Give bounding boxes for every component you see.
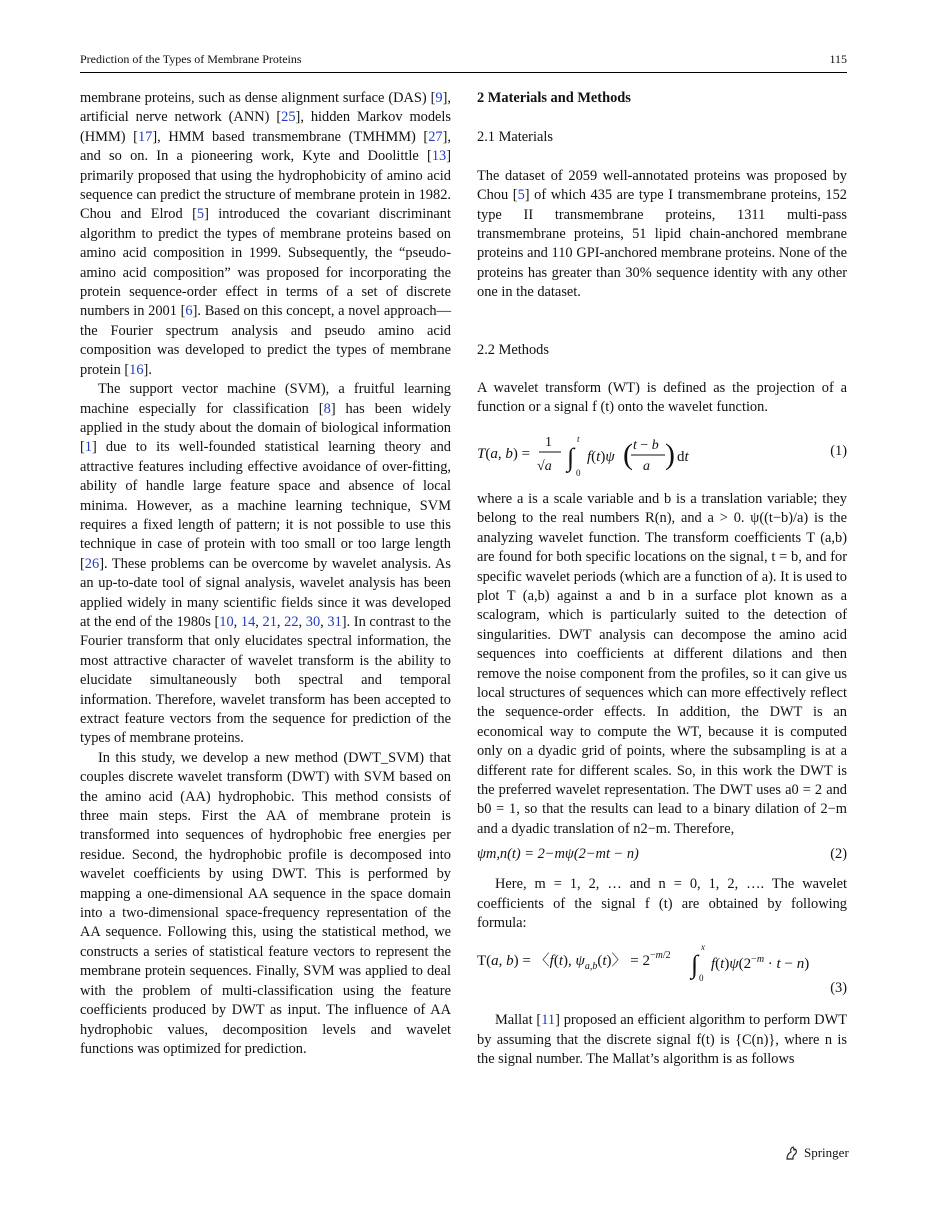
- svg-text:T(a, b) = 〈f(t), ψa,b(t)〉 = 2−: T(a, b) = 〈f(t), $\psi_{a,b}(t)$〉 = $2^{-m/2}$: [477, 950, 671, 973]
- paragraph-wavelet-explanation: where a is a scale variable and b is a translation variable; they belong to the real numbers R(n), and a > 0. ψ((t−b)/a) is the analyzing wavelet function. The transform coefficients T (a,b) are found for both specific locations on the signal, t = b, and for specific wavelet periods (which are a function of a). It is used to plot T (a,b) against a and b in a surface plot known as a scalogram, which is particularly suited to the detection of singularities. DWT analysis can decompose the amino acid sequences into coefficients at different dilations and then remove the noise component from the profiles, so it can give us local structures of sequences which can more effectively reflect the sequence-order effects. In addition, the DWT is an economical way to compute the WT, because it is computed only on a dyadic grid of points, where the subsampling is at a different rate for different scales. So, in this work the DWT is the preferred wavelet representation. The DWT uses a0 = 2 and b0 = 1, so that the results can lead to a binary dilation of 2−m and a dyadic translation of n2−m. Therefore,: [477, 490, 847, 837]
- citation-link[interactable]: 26: [84, 555, 100, 572]
- equation-number: (3): [830, 980, 847, 997]
- svg-text:t: t: [577, 433, 580, 444]
- citation-link[interactable]: 6: [185, 303, 193, 320]
- svg-text:x: x: [701, 942, 705, 953]
- citation-link[interactable]: 16: [129, 361, 144, 378]
- svg-text:T(a, b) =: T(a, b) =: [477, 445, 531, 462]
- equation-1-formula: [477, 432, 777, 480]
- svg-text:): ): [665, 437, 675, 471]
- svg-text:f(t)ψ: f(t)ψ: [587, 448, 615, 465]
- svg-text:∫: ∫: [567, 442, 575, 472]
- publisher-name: Springer: [804, 1145, 849, 1160]
- citation-link[interactable]: 31: [327, 613, 342, 630]
- svg-text:∫: ∫: [691, 950, 699, 980]
- svg-text:dt: dt: [677, 448, 689, 465]
- citation-link[interactable]: 13: [431, 148, 447, 165]
- citation-link[interactable]: 11: [541, 1012, 556, 1029]
- svg-text:√a: √a: [537, 458, 552, 474]
- running-header: [80, 50, 847, 73]
- citation-link[interactable]: 5: [517, 187, 525, 204]
- svg-text:0: 0: [699, 973, 704, 984]
- equation-number: (2): [830, 846, 847, 863]
- left-column: [80, 89, 451, 1059]
- spacer: [477, 322, 847, 341]
- citation-link[interactable]: 5: [196, 206, 205, 223]
- citation-link[interactable]: 30: [305, 613, 321, 630]
- paragraph-materials: The dataset of 2059 well-annotated proteins was proposed by Chou [5] of which 435 are type I transmembrane proteins, 152 type II transmembrane proteins, 1311 multi-pass transmembrane proteins, 51 lipid chain-anchored membrane proteins and 110 GPI-anchored membrane proteins. None of the proteins has greater than 30% sequence identity with any other one in the dataset.: [477, 167, 847, 301]
- paragraph-coefficients: Here, m = 1, 2, … and n = 0, 1, 2, …. The wavelet coefficients of the signal f (t) are obtained by following formula:: [477, 876, 847, 931]
- section-heading: 2 Materials and Methods: [477, 90, 631, 106]
- citation-link[interactable]: 21: [262, 613, 277, 630]
- citation-link[interactable]: 27: [428, 128, 443, 145]
- springer-horse-icon: [784, 1145, 800, 1161]
- publisher-mark: [784, 1145, 849, 1161]
- svg-text:0: 0: [576, 467, 581, 478]
- citation-link[interactable]: 22: [284, 613, 299, 630]
- citation-link[interactable]: 14: [240, 613, 256, 630]
- paragraph-wt-definition: A wavelet transform (WT) is defined as the projection of a function or a signal f (t) onto the wavelet function.: [477, 380, 847, 416]
- equation-2: [477, 845, 847, 867]
- subsection-heading-materials: 2.1 Materials: [477, 129, 553, 146]
- paragraph-related-work: membrane proteins, such as dense alignment surface (DAS) [9], artificial nerve network (ANN) [25], hidden Markov models (HMM) [17], HMM based transmembrane (TMHMM) [27], and so on. In a pioneering work, Kyte and Doolittle [13] primarily proposed that using the hydrophobicity of amino acid sequence can predict the structure of membrane protein in 1982. Chou and Elrod [5] introduced the covariant discriminant algorithm to predict the types of membrane proteins based on amino acid composition in 1999. Subsequently, the “pseudo-amino acid composition” was proposed for incorporating the protein sequence-order effect in terms of a set of discrete numbers in 2001 [6]. Based on this concept, a novel approach—the Fourier spectrum analysis and pseudo amino acid composition was developed to predict the types of membrane protein [16].: [80, 90, 452, 378]
- equation-1: [477, 432, 847, 480]
- equation-3: [477, 941, 847, 999]
- svg-text:a: a: [643, 458, 650, 474]
- svg-text:f(t)ψ(2−m · t − n): $f(t)\psi(2^{-m} \cdot t - n)$: [711, 954, 810, 973]
- page-number: 115: [829, 52, 847, 66]
- paragraph-mallat: Mallat [11] proposed an efficient algorithm to perform DWT by assuming that the discrete signal f(t) is {C(n)}, where n is the signal number. The Mallat’s algorithm is as follows: [477, 1012, 847, 1068]
- citation-link[interactable]: 9: [435, 90, 443, 106]
- equation-number: (1): [830, 442, 847, 459]
- svg-text:t − b: t − b: [633, 437, 659, 453]
- svg-text:1: 1: [545, 434, 552, 450]
- equation-3-formula: [477, 941, 817, 983]
- citation-link[interactable]: 1: [84, 439, 92, 456]
- paragraph-method-overview: In this study, we develop a new method (DWT_SVM) that couples discrete wavelet transform (DWT) with SVM based on the amino acid (AA) hydrophobic. This method consists of three main steps. First the AA of membrane protein is transformed into sequences of hydrophobic free energies per residue. Second, the hydrophobic profile is decomposed into wavelet coefficients by using DWT. This is performed by mapping a one-dimensional AA sequence in the space domain into a two-dimensional space-frequency representation of the AA sequence. Following this, using the statistical method, we constructs a series of statistical feature vectors to represent the membrane protein sequences. Finally, SVM was applied to deal with the problem of multi-classification using the feature coefficients produced by DWT as input. The influence of AA hydrophobic values, decomposition levels and wavelet functions was optimized for prediction.: [80, 749, 451, 1057]
- equation-2-formula: ψm,n(t) = 2−mψ(2−mt − n): [477, 846, 639, 863]
- right-column: [477, 89, 847, 1070]
- citation-link[interactable]: 25: [281, 109, 296, 126]
- paragraph-svm: The support vector machine (SVM), a fruitful learning machine especially for classification [8] has been widely applied in the study about the domain of biological information [1] due to its well-founded statistical learning theory and attractive features including effective avoidance of over-fitting, ability of handle large feature space and absence of local minima. However, as a machine learning technique, SVM requires a fixed length of pattern; it is not possible to use this technique in case of protein with too small or too large length [26]. These problems can be overcome by wavelet analysis. As an up-to-date tool of signal analysis, wavelet analysis has been applied widely in many scientific fields since it was developed at the end of the 1980s [10, 14, 21, 22, 30, 31]. In contrast to the Fourier transform that only elucidates spectral information, the most attractive character of wavelet transform is the ability to elucidate simultaneously both spectral and temporal information. Therefore, wavelet transform has been accepted to extract feature vectors from the sequence for prediction of the types of membrane proteins.: [80, 381, 451, 747]
- running-title: Prediction of the Types of Membrane Proteins: [80, 52, 302, 66]
- citation-link[interactable]: 17: [137, 128, 153, 145]
- svg-text:(: (: [623, 437, 633, 471]
- spacer: [477, 303, 847, 322]
- subsection-heading-methods: 2.2 Methods: [477, 341, 549, 358]
- citation-link[interactable]: 8: [323, 400, 331, 417]
- citation-link[interactable]: 10: [219, 613, 234, 630]
